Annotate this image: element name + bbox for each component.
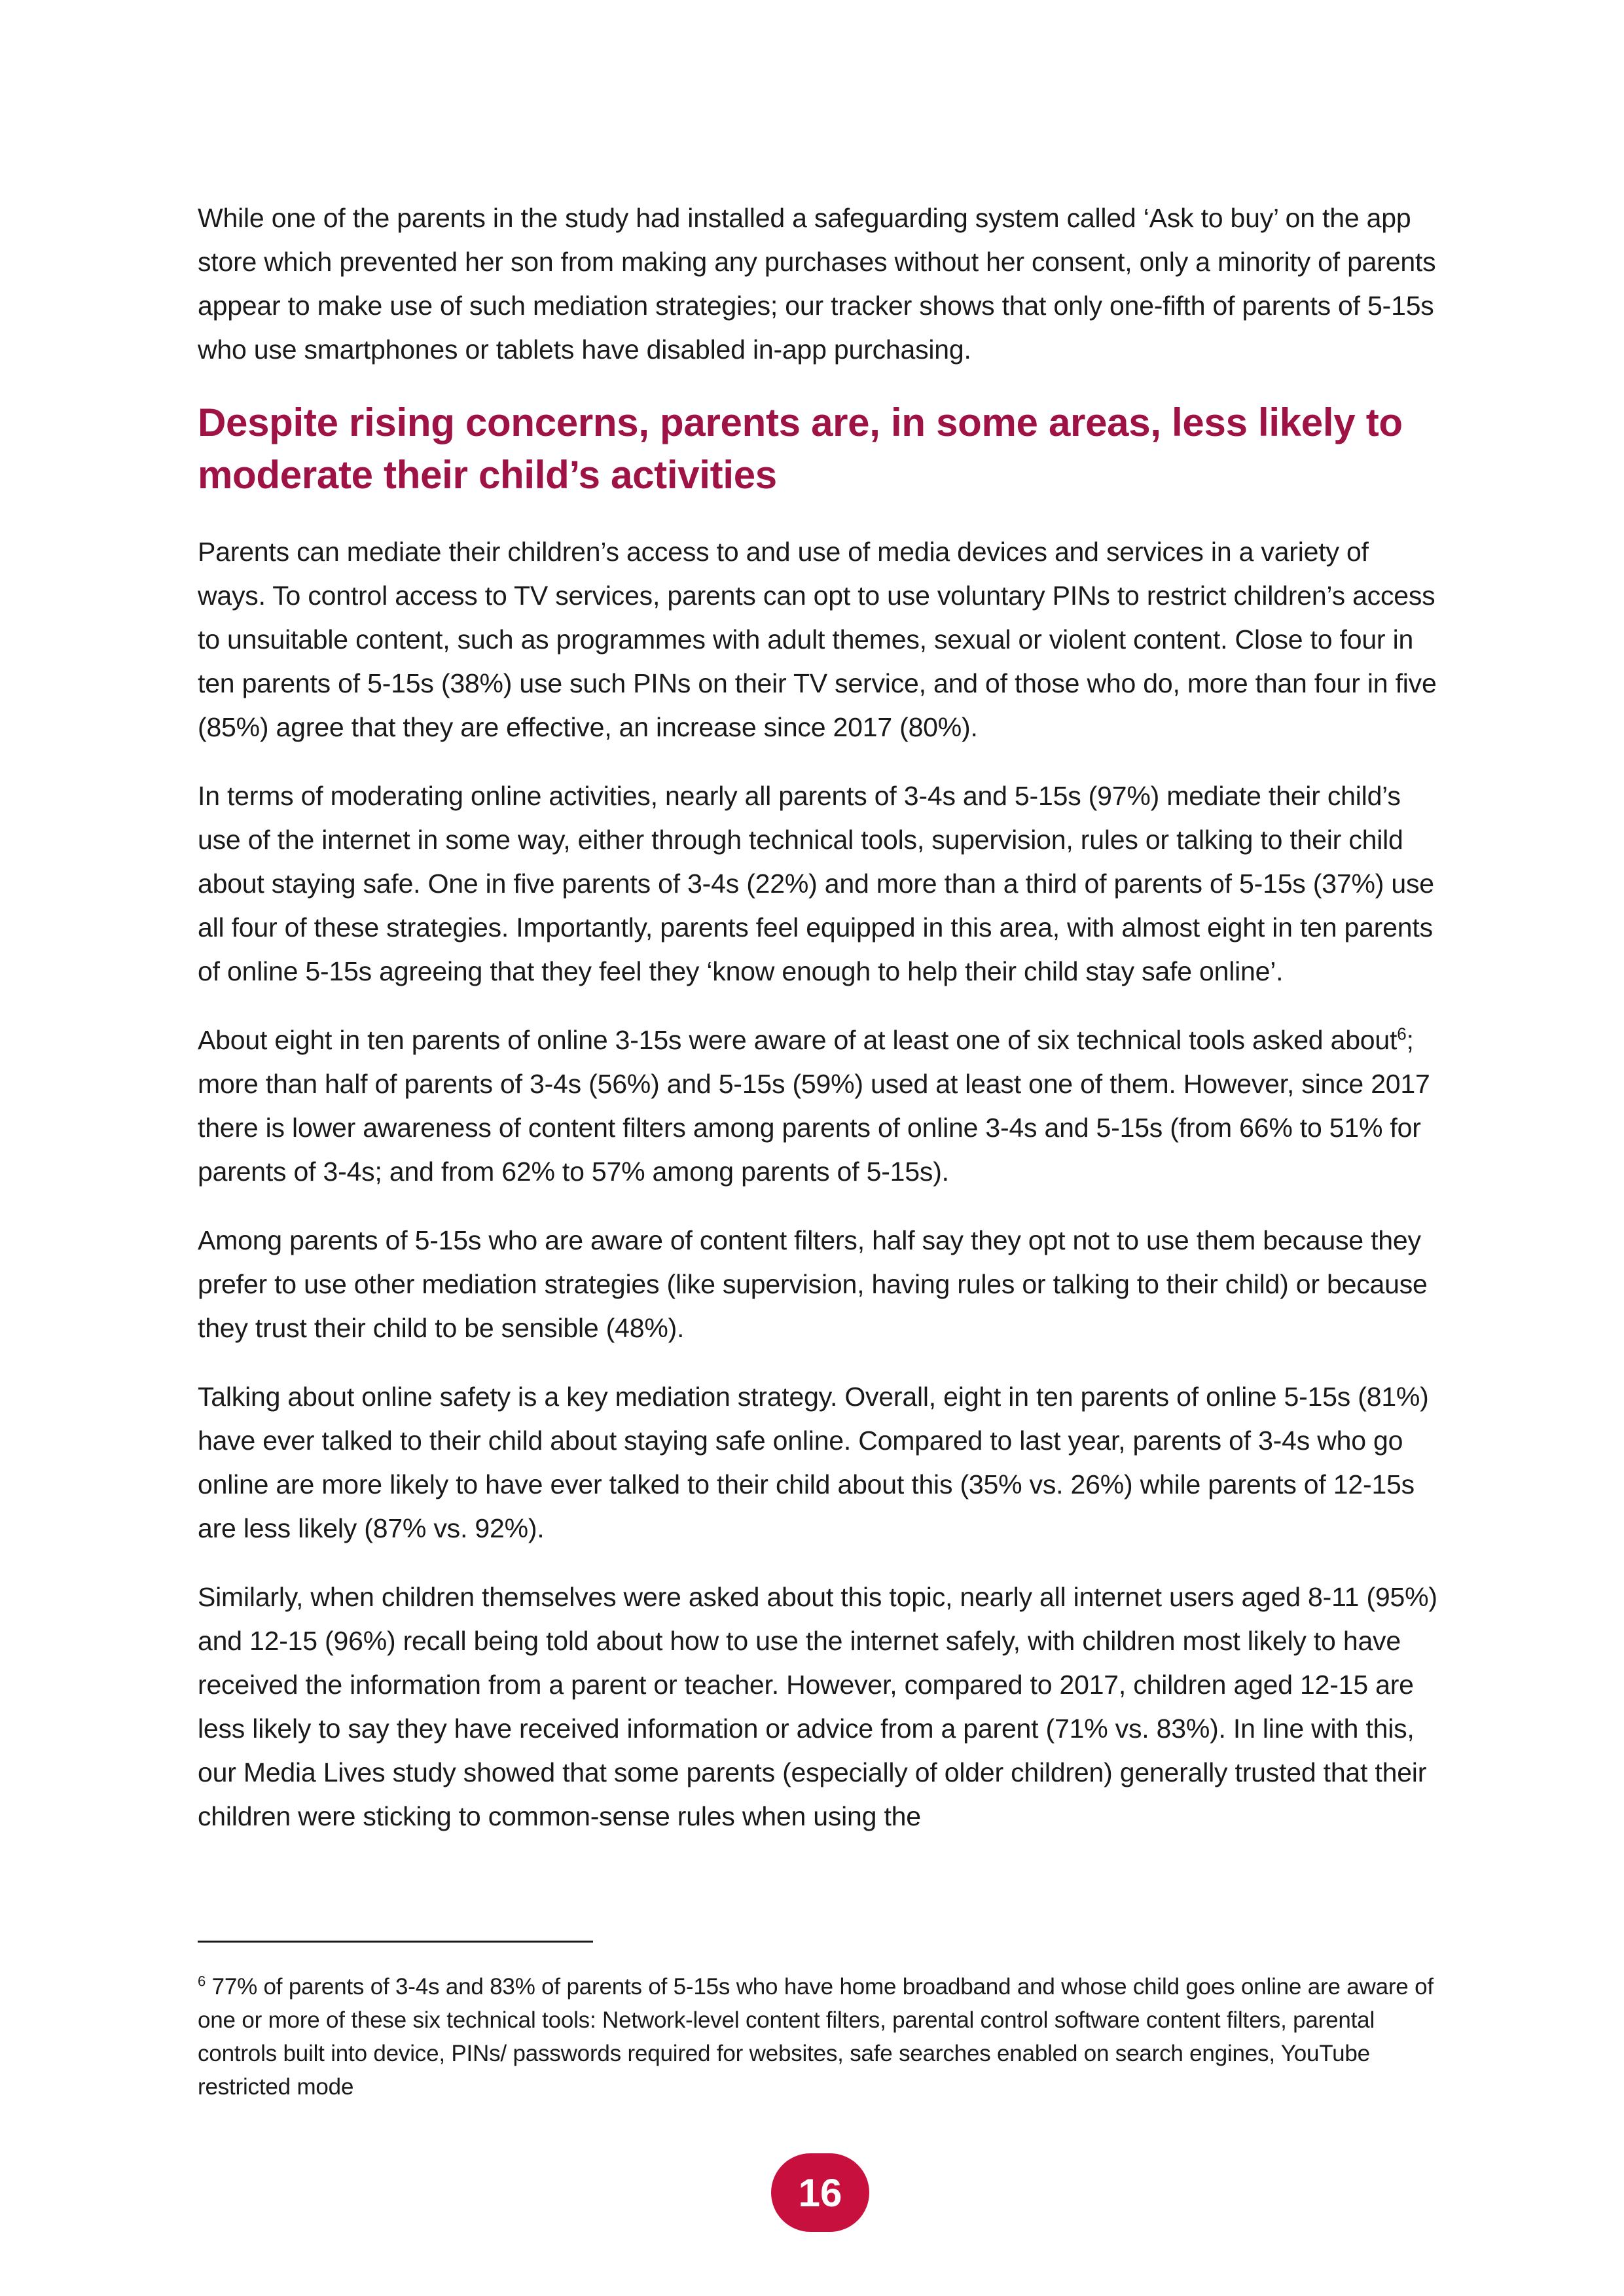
paragraph-content-filters: Among parents of 5-15s who are aware of content filters, half say they opt not to use them because they prefer to use other mediation strategies (like supervision, having rules or talking to their child) or because they trust their child to be sensible (48%). — [198, 1225, 1428, 1343]
section-heading: Despite rising concerns, parents are, in some areas, less likely to moderate their child’s activities — [198, 401, 1403, 497]
paragraph-technical-tools-end: ; more than half of parents of 3-4s (56%) and 5-15s (59%) used at least one of them. However, since 2017 there is lower awareness of content filters among parents of online 3-4s and 5-15s (from 66% to 51% for parents of 3-4s; and from 62% to 57% among parents of 5-15s). — [198, 1025, 1430, 1187]
page-body — [198, 196, 1441, 1863]
page-number-badge — [771, 2153, 869, 2232]
footnote — [198, 1970, 1441, 2104]
paragraph-online-safety-talk: Talking about online safety is a key mediation strategy. Overall, eight in ten parents of online 5-15s (81%) have ever talked to their child about staying safe online. Compared to last year, parents of 3-4s who go online are more likely to have ever talked to their child about this (35% vs. 26%) while parents of 12-15s are less likely (87% vs. 92%). — [198, 1382, 1429, 1543]
paragraph-technical-tools — [198, 1018, 1441, 1194]
footnote-marker: 6 — [198, 1973, 206, 1990]
footnote-divider — [198, 1941, 593, 1943]
footnote-reference[interactable]: 6 — [1397, 1024, 1407, 1044]
paragraph-online-moderation: In terms of moderating online activities, nearly all parents of 3-4s and 5-15s (97%) mediate their child’s use of the internet in some way, either through technical tools, supervision, rules or talking to their child about staying safe. One in five parents of 3-4s (22%) and more than a third of parents of 5-15s (37%) use all four of these strategies. Importantly, parents feel equipped in this area, with almost eight in ten parents of online 5-15s agreeing that they feel they ‘know enough to help their child stay safe online’. — [198, 781, 1434, 986]
footnote-text: 77% of parents of 3-4s and 83% of parents of 5-15s who have home broadband and whose child goes online are aware of one or more of these six technical tools: Network-level content filters, parental control software content filters, parental controls built into device, PINs/ passwords required for websites, safe searches enabled on search engines, YouTube restricted mode — [198, 1974, 1434, 2100]
paragraph-ask-to-buy: While one of the parents in the study had installed a safeguarding system called ‘Ask to buy’ on the app store which prevented her son from making any purchases without her consent, only a minority of parents appear to make use of such mediation strategies; our tracker shows that only one-fifth of parents of 5-15s who use smartphones or tablets have disabled in-app purchasing. — [198, 203, 1436, 365]
page-number: 16 — [798, 2170, 842, 2215]
paragraph-technical-tools-start: About eight in ten parents of online 3-15s were aware of at least one of six technical tools asked about — [198, 1025, 1398, 1055]
paragraph-tv-pins: Parents can mediate their children’s access to and use of media devices and services in a variety of ways. To control access to TV services, parents can opt to use voluntary PINs to restrict children’s access to unsuitable content, such as programmes with adult themes, sexual or violent content. Close to four in ten parents of 5-15s (38%) use such PINs on their TV service, and of those who do, more than four in five (85%) agree that they are effective, an increase since 2017 (80%). — [198, 537, 1437, 742]
paragraph-children-told: Similarly, when children themselves were asked about this topic, nearly all internet users aged 8-11 (95%) and 12-15 (96%) recall being told about how to use the internet safely, with children most likely to have received the information from a parent or teacher. However, compared to 2017, children aged 12-15 are less likely to say they have received information or advice from a parent (71% vs. 83%). In line with this, our Media Lives study showed that some parents (especially of older children) generally trusted that their children were sticking to common-sense rules when using the — [198, 1582, 1437, 1831]
